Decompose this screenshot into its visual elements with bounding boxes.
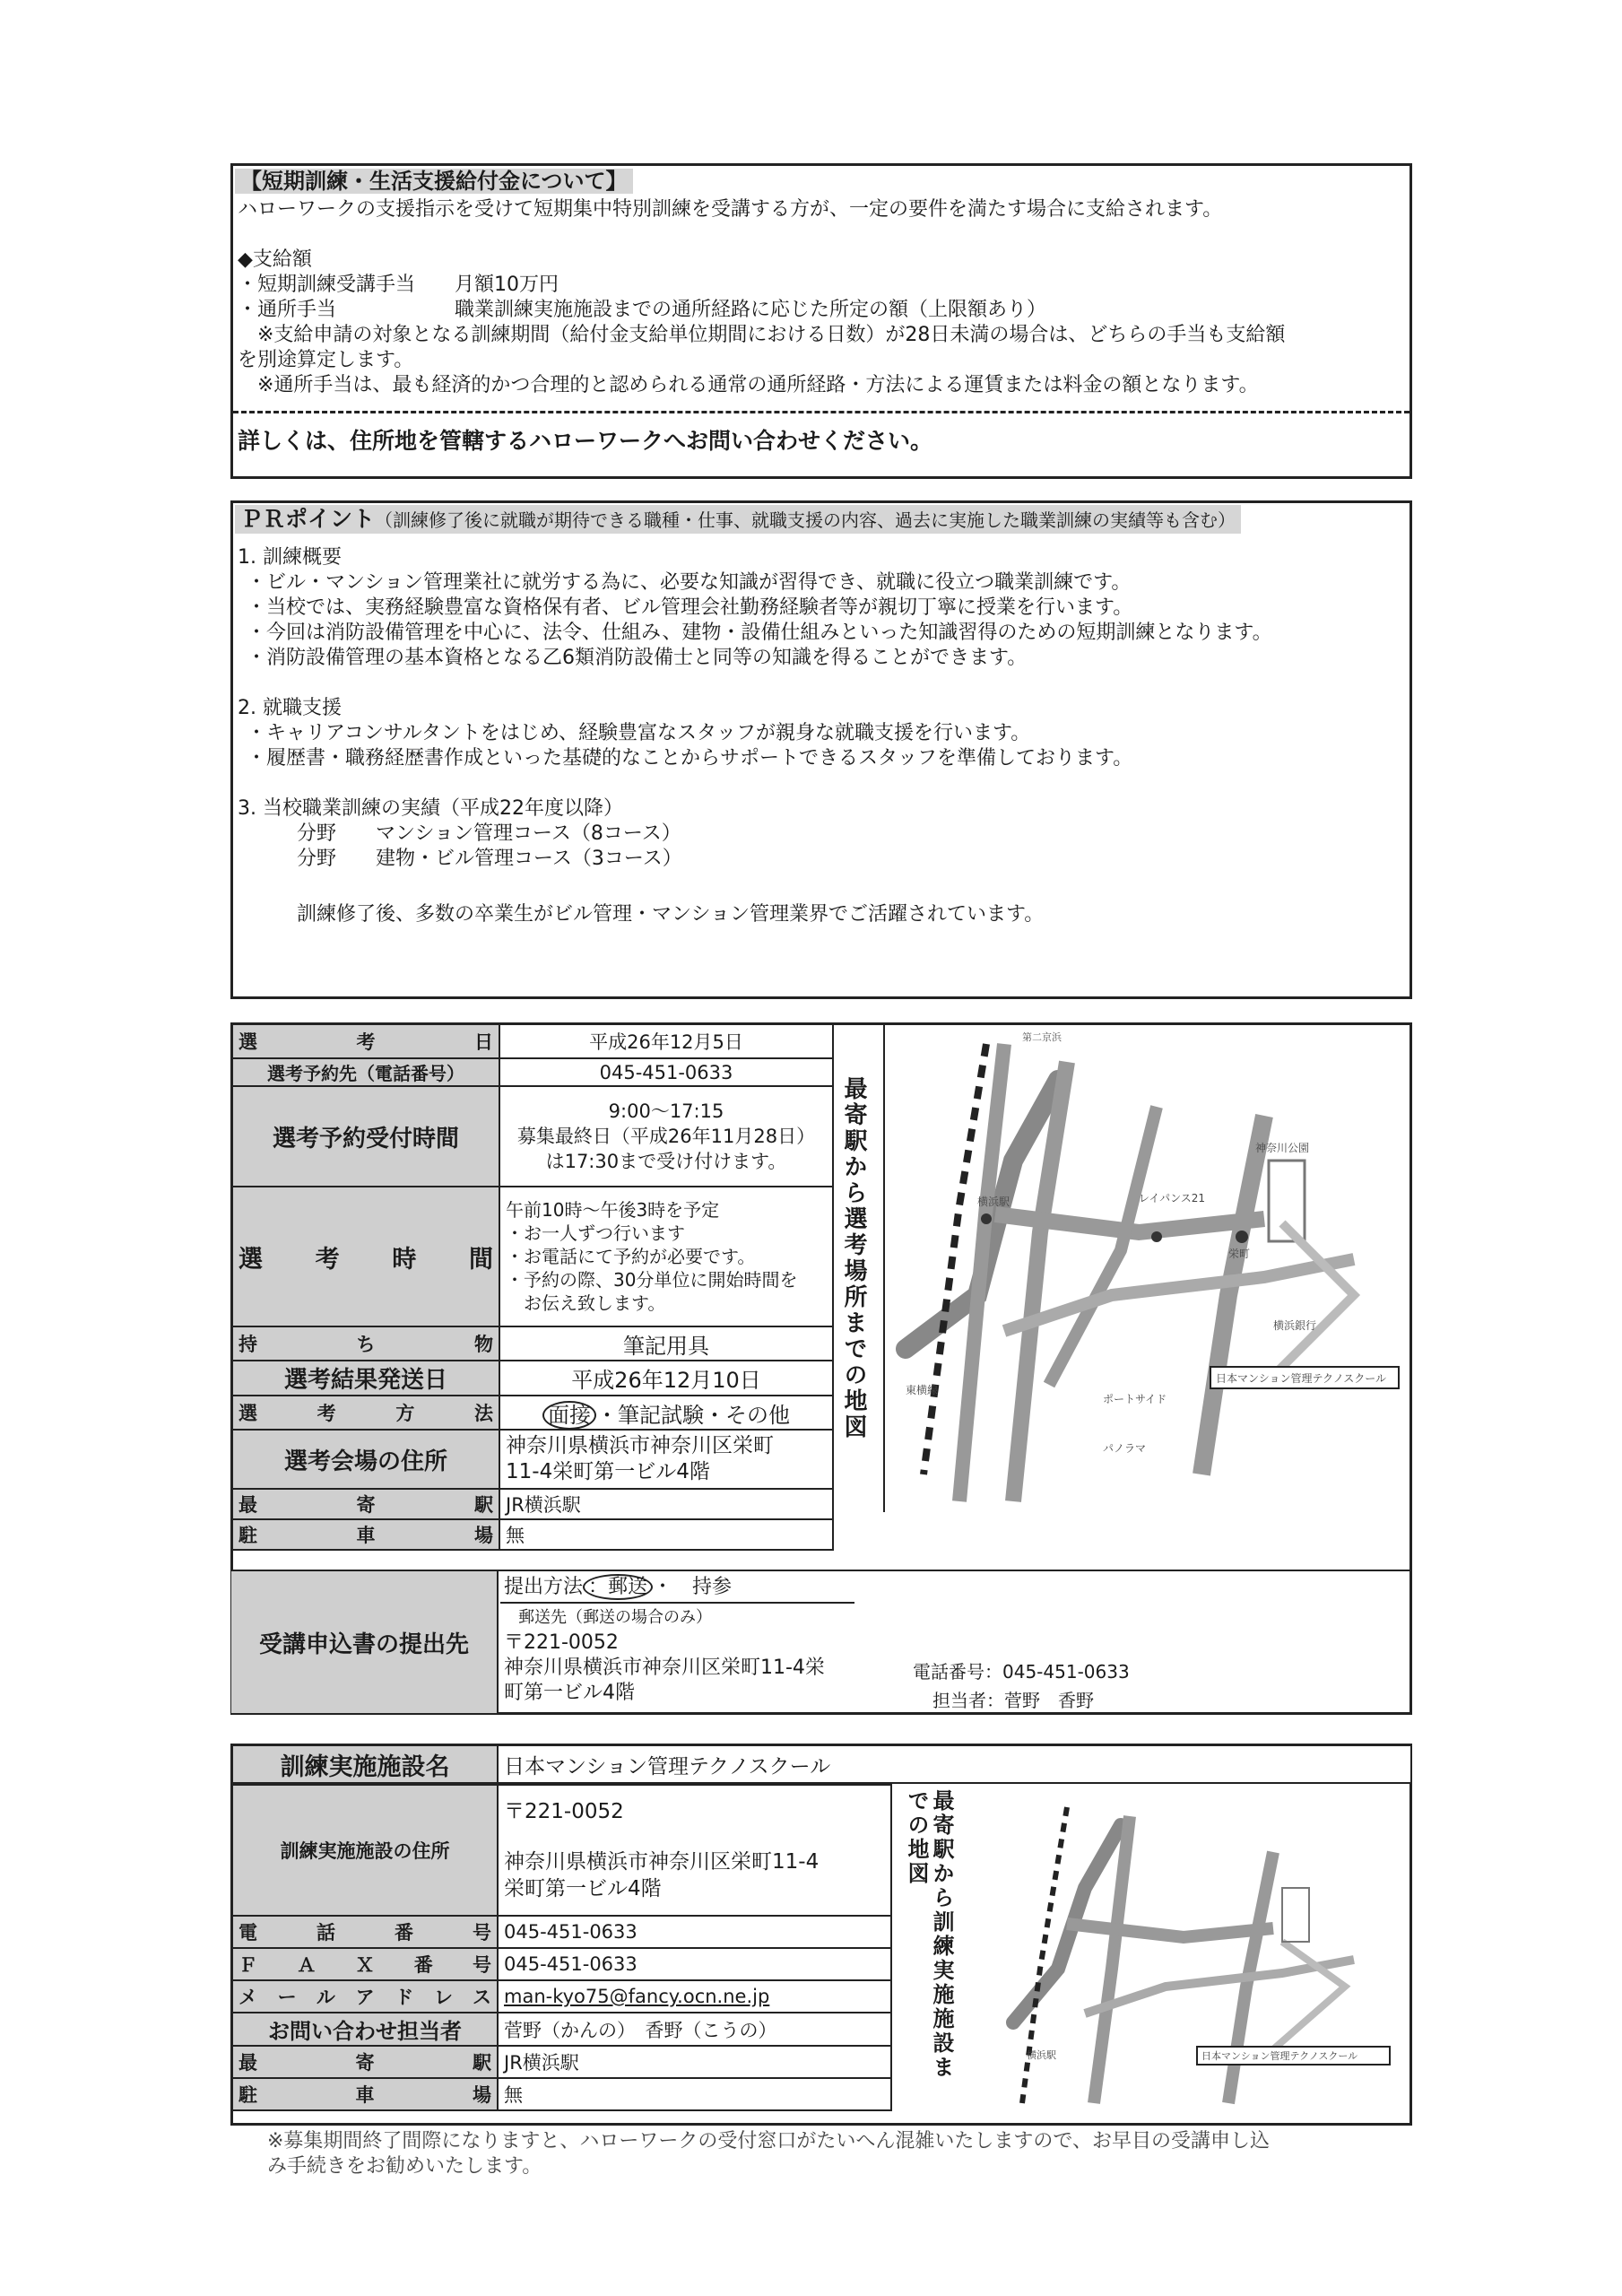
selection-time-line: ・お一人ずつ行います bbox=[506, 1222, 685, 1244]
selection-reserve-value: 045-451-0633 bbox=[499, 1058, 833, 1086]
selection-map-label: 神奈川公園 bbox=[1255, 1142, 1310, 1154]
benefit-line: ・短期訓練受講手当 月額10万円 bbox=[238, 274, 559, 296]
submit-person: 担当者：菅野 香野 bbox=[932, 1690, 1094, 1711]
facility-fax-value: 045-451-0633 bbox=[498, 1948, 891, 1980]
selection-time-line: お伝え致します。 bbox=[506, 1292, 666, 1314]
selection-method-circled: 面接 bbox=[542, 1401, 596, 1430]
pr-line: 1. 訓練概要 bbox=[238, 546, 342, 569]
facility-contact-label: お問い合わせ担当者 bbox=[232, 2013, 498, 2046]
facility-parking-label: 駐車場 bbox=[232, 2078, 498, 2110]
selection-map-label: パノラマ bbox=[1103, 1442, 1147, 1455]
selection-station-label: 最寄駅 bbox=[232, 1489, 499, 1519]
submit-addr1: 神奈川県横浜市神奈川区栄町11-4栄 bbox=[504, 1657, 825, 1679]
selection-map-caption: 最寄駅から選考場所までの地図 bbox=[840, 1076, 867, 1440]
selection-method-rest: ・筆記試験・その他 bbox=[596, 1402, 790, 1428]
pr-line: ・消防設備管理の基本資格となる乙6類消防設備士と同等の知識を得ることができます。 bbox=[247, 647, 1028, 669]
selection-map-label: 第二京浜 bbox=[1022, 1031, 1062, 1043]
pr-line: ・ビル・マンション管理業社に就労する為に、必要な知識が習得でき、就職に役立つ職業訓練です。 bbox=[247, 571, 1132, 594]
facility-parking-value: 無 bbox=[498, 2078, 891, 2110]
pr-heading-sub: （訓練修了後に就職が期待できる職種・仕事、就職支援の内容、過去に実施した職業訓練の実績等も含む） bbox=[375, 509, 1236, 531]
selection-parking-label: 駐車場 bbox=[232, 1519, 499, 1550]
selection-hours-value bbox=[499, 1086, 833, 1187]
selection-result-label: 選考結果発送日 bbox=[232, 1361, 499, 1396]
selection-venue-line: 11-4栄町第一ビル4階 bbox=[506, 1460, 710, 1483]
pr-line: 分野 マンション管理コース（8コース） bbox=[238, 822, 681, 845]
selection-result-value: 平成26年12月10日 bbox=[499, 1361, 833, 1396]
facility-name-label: 訓練実施施設名 bbox=[232, 1745, 498, 1783]
selection-map-label: 日本マンション管理テクノスクール bbox=[1216, 1372, 1387, 1385]
facility-map-caption: 最寄駅から訓練実施施設までの地図 bbox=[904, 1789, 954, 2080]
facility-station-label: 最寄駅 bbox=[232, 2046, 498, 2078]
selection-reserve-label: 選考予約先（電話番号） bbox=[232, 1058, 499, 1086]
benefit-heading: 【短期訓練・生活支援給付金について】 bbox=[235, 169, 633, 194]
selection-map-label: 東横線 bbox=[906, 1384, 939, 1396]
benefit-contact-note: 詳しくは、住所地を管轄するハローワークへお問い合わせください。 bbox=[238, 428, 933, 454]
submit-zip: 〒221-0052 bbox=[504, 1631, 619, 1654]
facility-phone-value: 045-451-0633 bbox=[498, 1916, 891, 1948]
facility-zip: 〒221-0052 bbox=[504, 1800, 624, 1823]
benefit-line: ※支給申請の対象となる訓練期間（給付金支給単位期間における日数）が28日未満の場合は、どちらの手当も支給額 bbox=[238, 324, 1286, 346]
submit-label-cell bbox=[231, 1571, 499, 1713]
facility-address-label: 訓練実施施設の住所 bbox=[232, 1785, 498, 1916]
selection-map-col-divider bbox=[832, 1023, 834, 1512]
submit-method-underline bbox=[500, 1602, 854, 1604]
selection-time-line: ・お電話にて予約が必要です。 bbox=[506, 1246, 756, 1267]
divider bbox=[233, 411, 1409, 413]
facility-station-value: JR横浜駅 bbox=[498, 2046, 891, 2078]
submit-label: 受講申込書の提出先 bbox=[258, 1631, 469, 1658]
selection-items-value: 筆記用具 bbox=[499, 1326, 833, 1361]
facility-contact-value: 菅野（かんの） 香野（こうの） bbox=[498, 2013, 891, 2046]
pr-line: ・キャリアコンサルタントをはじめ、経験豊富なスタッフが親身な就職支援を行います。 bbox=[247, 722, 1031, 744]
selection-map-label: 横浜駅 bbox=[977, 1196, 1010, 1208]
selection-hours-line: 9:00～17:15 bbox=[608, 1100, 724, 1122]
selection-map bbox=[888, 1026, 1408, 1510]
benefit-line: ・通所手当 職業訓練実施施設までの通所経路に応じた所定の額（上限額あり） bbox=[238, 299, 1047, 321]
selection-time-line: 午前10時～午後3時を予定 bbox=[506, 1199, 720, 1221]
facility-name-value: 日本マンション管理テクノスクール bbox=[498, 1745, 1411, 1783]
pr-line: ・今回は消防設備管理を中心に、法令、仕組み、建物・設備仕組みといった知識習得のための短期訓練となります。 bbox=[247, 622, 1272, 644]
benefit-intro: ハローワークの支援指示を受けて短期集中特別訓練を受講する方が、一定の要件を満たす場合に支給されます。 bbox=[238, 198, 1223, 221]
selection-hours-line: 募集最終日（平成26年11月28日） bbox=[516, 1126, 816, 1147]
selection-venue-label: 選考会場の住所 bbox=[232, 1430, 499, 1489]
submit-phone: 電話番号：045-451-0633 bbox=[913, 1661, 1130, 1683]
facility-fax-label: ＦＡＸ番号 bbox=[232, 1948, 498, 1980]
footer-note: み手続きをお勧めいたします。 bbox=[267, 2155, 542, 2178]
selection-table bbox=[231, 1023, 834, 1551]
pr-line: 3. 当校職業訓練の実績（平成22年度以降） bbox=[238, 797, 623, 820]
facility-mail-value[interactable]: man-kyo75@fancy.ocn.ne.jp bbox=[498, 1980, 891, 2013]
selection-map-label: 栄町 bbox=[1228, 1248, 1251, 1260]
selection-method-label: 選考方法 bbox=[232, 1396, 499, 1430]
facility-name-table bbox=[231, 1744, 1412, 1784]
pr-line: 分野 建物・ビル管理コース（3コース） bbox=[238, 848, 682, 870]
selection-parking-value: 無 bbox=[499, 1519, 833, 1550]
submit-addr2: 町第一ビル4階 bbox=[504, 1682, 635, 1704]
selection-time-label: 選考時間 bbox=[232, 1187, 499, 1326]
pr-line: ・当校では、実務経験豊富な資格保有者、ビル管理会社勤務経験者等が親切丁寧に授業を行います。 bbox=[247, 596, 1133, 619]
benefit-amount-heading: ◆支給額 bbox=[238, 248, 312, 271]
submit-method-prefix: 提出方法 bbox=[504, 1576, 584, 1598]
facility-address-value bbox=[498, 1785, 891, 1916]
selection-map-label: ポートサイド bbox=[1103, 1393, 1167, 1405]
submit-mail-note: 郵送先（郵送の場合のみ） bbox=[518, 1608, 712, 1627]
selection-venue-line: 神奈川県横浜市神奈川区栄町 bbox=[506, 1434, 774, 1457]
pr-line: 訓練修了後、多数の卒業生がビル管理・マンション管理業界でご活躍されています。 bbox=[238, 903, 1045, 926]
pr-line: ・履歴書・職務経歴書作成といった基礎的なことからサポートできるスタッフを準備しております。 bbox=[247, 747, 1133, 770]
footer-note: ※募集期間終了間際になりますと、ハローワークの受付窓口がたいへん混雑いたしますので、お早目の受講申し込 bbox=[267, 2130, 1270, 2152]
facility-phone-label: 電話番号 bbox=[232, 1916, 498, 1948]
facility-table bbox=[231, 1784, 892, 2111]
selection-map-label bbox=[1022, 1031, 1063, 1043]
facility-map-label: 日本マンション管理テクノスクール bbox=[1201, 2050, 1358, 2062]
selection-map-label: 横浜銀行 bbox=[1273, 1319, 1317, 1332]
facility-map bbox=[986, 1789, 1403, 2112]
selection-hours-line: は17:30まで受け付けます。 bbox=[545, 1151, 787, 1172]
facility-mail-label: メールアドレス bbox=[232, 1980, 498, 2013]
selection-method-value bbox=[499, 1396, 833, 1430]
selection-map-label: レイパンス21 bbox=[1139, 1192, 1206, 1205]
submit-method bbox=[504, 1575, 732, 1600]
selection-time-value bbox=[499, 1187, 833, 1326]
submit-method-circled: ：郵送 bbox=[583, 1574, 653, 1600]
pr-line: 2. 就職支援 bbox=[238, 697, 342, 719]
benefit-line: を別途算定します。 bbox=[238, 349, 414, 371]
pr-heading bbox=[235, 505, 1241, 534]
selection-hours-label: 選考予約受付時間 bbox=[232, 1086, 499, 1187]
facility-map-label: 横浜駅 bbox=[1027, 2049, 1056, 2061]
benefit-line: ※通所手当は、最も経済的かつ合理的と認められる通常の通所経路・方法による運賃または料金の額となります。 bbox=[238, 374, 1259, 396]
selection-date-label: 選考日 bbox=[232, 1024, 499, 1058]
selection-time-line: ・予約の際、30分単位に開始時間を bbox=[506, 1269, 798, 1291]
selection-station-value: JR横浜駅 bbox=[499, 1489, 833, 1519]
selection-venue-value bbox=[499, 1430, 833, 1489]
submit-method-rest: ・ 持参 bbox=[653, 1576, 733, 1598]
facility-addr2: 栄町第一ビル4階 bbox=[504, 1877, 662, 1900]
facility-addr1: 神奈川県横浜市神奈川区栄町11-4 bbox=[504, 1850, 820, 1874]
selection-items-label: 持ち物 bbox=[232, 1326, 499, 1361]
selection-map-col-divider2 bbox=[883, 1023, 885, 1512]
pr-heading-main: ＰＲポイント bbox=[240, 506, 376, 532]
selection-date-value: 平成26年12月5日 bbox=[499, 1024, 833, 1058]
